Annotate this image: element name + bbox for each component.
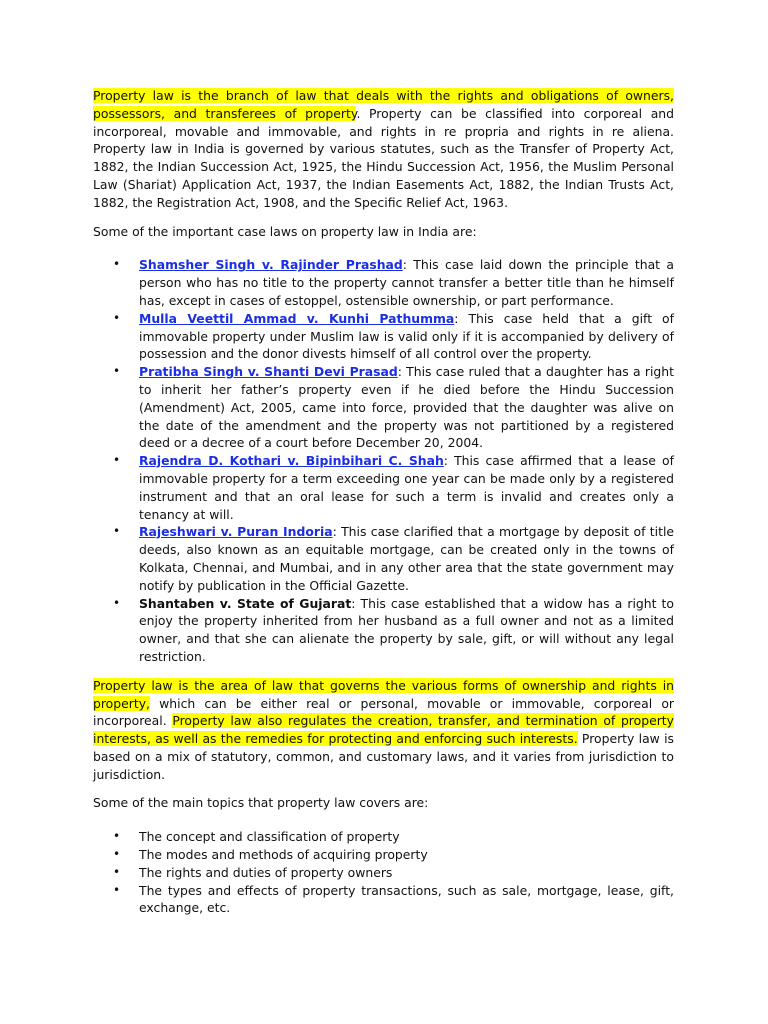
bullet-icon: • xyxy=(113,864,121,879)
case-law-list xyxy=(93,256,674,665)
bullet-icon: • xyxy=(113,829,121,844)
case-link[interactable]: Rajeshwari v. Puran Indoria xyxy=(139,524,333,540)
intro-paragraph xyxy=(93,87,674,212)
case-laws-intro: Some of the important case laws on property law in India are: xyxy=(93,223,477,239)
topics-list xyxy=(93,828,674,917)
case-description: : This case ruled that a daughter has a right to inherit her father’s property even if he died before the Hindu Succession (Amendment) Act, 2005, came into force, provided that the daughter was alive on the date of the amendment and the property was not partitioned by a registered deed or a decree of a court before December 20, 2004. xyxy=(139,364,674,451)
topic-text: The rights and duties of property owners xyxy=(139,864,393,880)
bullet-icon: • xyxy=(113,847,121,862)
case-link[interactable]: Shamsher Singh v. Rajinder Prashad xyxy=(139,257,403,273)
list-item xyxy=(93,523,674,594)
bullet-icon: • xyxy=(113,595,121,610)
list-item xyxy=(93,363,674,452)
bullet-icon: • xyxy=(113,310,121,325)
bullet-icon: • xyxy=(113,257,121,272)
highlighted-text: Property law is the area of law that governs the various forms of ownership and rights in property, xyxy=(93,677,674,711)
list-item xyxy=(93,846,674,864)
topics-intro: Some of the main topics that property law covers are: xyxy=(93,795,429,811)
highlighted-text: Property law is the branch of law that deals with the rights and obligations of owners, possessors, and transferees of property xyxy=(93,88,674,121)
case-description: : This case clarified that a mortgage by deposit of title deeds, also known as an equitable mortgage, can be created only in the towns of Kolkata, Chennai, and Mumbai, and in any other area that the state government may notify by publication in the Official Gazette. xyxy=(139,524,675,593)
case-description: : This case laid down the principle that a person who has no title to the property cannot transfer a better title than he himself has, except in cases of estoppel, ostensible ownership, or part performance. xyxy=(139,257,674,308)
definition-paragraph xyxy=(93,677,674,784)
case-description: : This case affirmed that a lease of immovable property for a term exceeding one year can be made only by a registered instrument and that an oral lease for such a term is invalid and creates only a tenancy at will. xyxy=(139,453,674,522)
document-body xyxy=(93,87,674,917)
case-link[interactable]: Pratibha Singh v. Shanti Devi Prasad xyxy=(139,364,398,380)
paragraph-text: which can be either real or personal, movable or immovable, corporeal or incorporeal. xyxy=(93,695,674,729)
topic-text: The modes and methods of acquiring property xyxy=(139,847,428,863)
paragraph-text: Property law is based on a mix of statutory, common, and customary laws, and it varies from jurisdiction to jurisdiction. xyxy=(93,731,674,782)
bullet-icon: • xyxy=(113,453,121,468)
list-item xyxy=(93,595,674,666)
topic-text: The types and effects of property transactions, such as sale, mortgage, lease, gift, exchange, etc. xyxy=(139,882,674,916)
highlighted-text: Property law also regulates the creation, transfer, and termination of property interests, as well as the remedies for protecting and enforcing such interests. xyxy=(93,713,674,747)
bullet-icon: • xyxy=(113,364,121,379)
list-item xyxy=(93,256,674,309)
bullet-icon: • xyxy=(113,524,121,539)
list-item xyxy=(93,882,674,918)
case-description: : This case established that a widow has a right to enjoy the property inherited from her husband as a full owner and not as a limited owner, and that she can alienate the property by sale, gift, or will without any legal restriction. xyxy=(139,595,674,664)
case-name: Shantaben v. State of Gujarat xyxy=(139,595,352,611)
topic-text: The concept and classification of property xyxy=(139,829,400,845)
case-link[interactable]: Rajendra D. Kothari v. Bipinbihari C. Shah xyxy=(139,453,444,469)
list-item xyxy=(93,452,674,523)
paragraph-text: . Property can be classified into corporeal and incorporeal, movable and immovable, and rights in re propria and rights in re aliena. Property law in India is governed by various statutes, such as the Transfer of Property Act, 1882, the Indian Succession Act, 1925, the Hindu Succession Act, 1956, the Muslim Personal Law (Shariat) Application Act, 1937, the Indian Easements Act, 1882, the Indian Trusts Act, 1882, the Registration Act, 1908, and the Specific Relief Act, 1963. xyxy=(93,105,675,210)
list-item xyxy=(93,828,674,846)
case-link[interactable]: Mulla Veettil Ammad v. Kunhi Pathumma xyxy=(139,310,455,326)
list-item xyxy=(93,310,674,363)
bullet-icon: • xyxy=(113,882,121,897)
list-item xyxy=(93,864,674,882)
case-description: : This case held that a gift of immovable property under Muslim law is valid only if it is accompanied by delivery of possession and the donor divests himself of all control over the property. xyxy=(139,310,674,362)
